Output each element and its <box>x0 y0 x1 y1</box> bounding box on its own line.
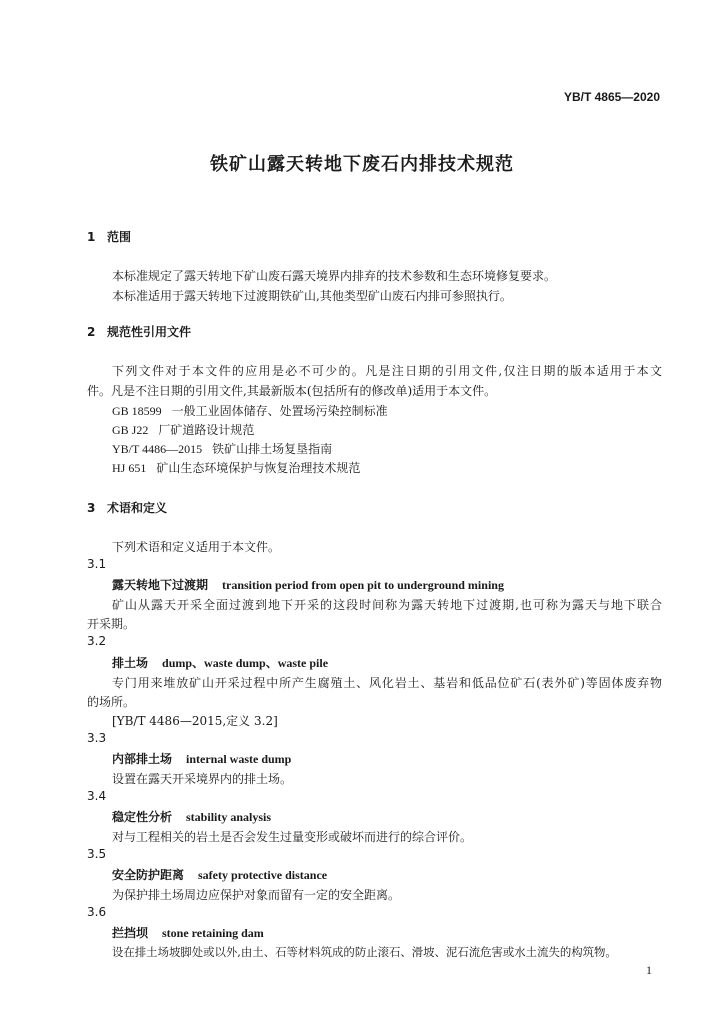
term-chinese: 露天转地下过渡期 <box>112 578 209 592</box>
section-number: 1 <box>87 230 96 244</box>
paragraph: 本标准规定了露天转地下矿山废石露天境界内排弃的技术参数和生态环境修复要求。 <box>112 269 557 283</box>
section-1-heading <box>87 228 131 245</box>
term-number: 3.5 <box>87 847 107 861</box>
term-definition: 专门用来堆放矿山开采过程中所产生腐殖土、风化岩土、基岩和低品位矿石(表外矿)等固体废弃物 <box>112 676 662 690</box>
reference-item <box>112 421 254 438</box>
term-heading <box>112 866 327 883</box>
reference-name: 一般工业固体储存、处置场污染控制标准 <box>171 404 388 418</box>
term-number: 3.4 <box>87 789 107 803</box>
term-heading <box>112 654 328 671</box>
term-definition: 设置在露天开采境界内的排土场。 <box>112 772 293 786</box>
term-number: 3.1 <box>87 557 107 571</box>
document-title: 铁矿山露天转地下废石内排技术规范 <box>210 154 514 175</box>
term-heading <box>112 924 264 941</box>
term-english: stone retaining dam <box>162 926 264 940</box>
reference-name: 厂矿道路设计规范 <box>158 423 255 437</box>
term-definition: 矿山从露天开采全面过渡到地下开采的这段时间称为露天转地下过渡期,也可称为露天与地下联合 <box>112 598 662 612</box>
reference-name: 铁矿山排土场复垦指南 <box>212 442 333 456</box>
section-2-heading <box>87 323 191 340</box>
paragraph: 件。凡是不注日期的引用文件,其最新版本(包括所有的修改单)适用于本文件。 <box>87 384 497 398</box>
term-definition: 开采期。 <box>87 617 136 631</box>
term-chinese: 排土场 <box>112 656 149 670</box>
section-title: 规范性引用文件 <box>107 325 192 339</box>
term-chinese: 安全防护距离 <box>112 868 185 882</box>
page-number: 1 <box>646 963 652 977</box>
term-number: 3.6 <box>87 905 107 919</box>
reference-code: GB 18599 <box>112 404 162 418</box>
reference-item <box>112 440 332 457</box>
paragraph: 本标准适用于露天转地下过渡期铁矿山,其他类型矿山废石内排可参照执行。 <box>112 289 512 303</box>
term-heading <box>112 576 504 593</box>
term-chinese: 拦挡坝 <box>112 926 149 940</box>
term-definition: 设在排土场坡脚处或以外,由土、石等材料筑成的防止滚石、滑坡、泥石流危害或水土流失的构筑物。 <box>112 945 617 959</box>
section-number: 3 <box>87 501 96 515</box>
term-definition: 为保护排土场周边应保护对象而留有一定的安全距离。 <box>112 888 401 902</box>
paragraph: 下列文件对于本文件的应用是必不可少的。凡是注日期的引用文件,仅注日期的版本适用于本文 <box>112 364 662 378</box>
term-chinese: 稳定性分析 <box>112 810 173 824</box>
term-definition: 的场所。 <box>87 695 136 709</box>
reference-code: HJ 651 <box>112 461 147 475</box>
term-heading <box>112 750 291 767</box>
term-number: 3.2 <box>87 634 107 648</box>
reference-code: YB/T 4486—2015 <box>112 442 203 456</box>
section-number: 2 <box>87 325 96 339</box>
term-chinese: 内部排土场 <box>112 752 173 766</box>
standard-code: YB/T 4865—2020 <box>563 90 660 104</box>
paragraph: 下列术语和定义适用于本文件。 <box>112 540 281 554</box>
term-english: transition period from open pit to underground mining <box>222 578 504 592</box>
reference-item <box>112 459 360 476</box>
section-title: 术语和定义 <box>107 501 168 515</box>
term-heading <box>112 808 271 825</box>
term-definition: 对与工程相关的岩土是否会发生过量变形或破坏而进行的综合评价。 <box>112 830 473 844</box>
term-english: dump、waste dump、waste pile <box>162 656 329 670</box>
term-number: 3.3 <box>87 731 107 745</box>
reference-item <box>112 402 388 419</box>
section-title: 范围 <box>107 230 132 244</box>
section-3-heading <box>87 499 167 516</box>
term-english: internal waste dump <box>186 752 292 766</box>
reference-name: 矿山生态环境保护与恢复治理技术规范 <box>156 461 361 475</box>
term-english: safety protective distance <box>198 868 328 882</box>
term-english: stability analysis <box>186 810 272 824</box>
term-source: [YB/T 4486—2015,定义 3.2] <box>112 714 278 728</box>
reference-code: GB J22 <box>112 423 149 437</box>
